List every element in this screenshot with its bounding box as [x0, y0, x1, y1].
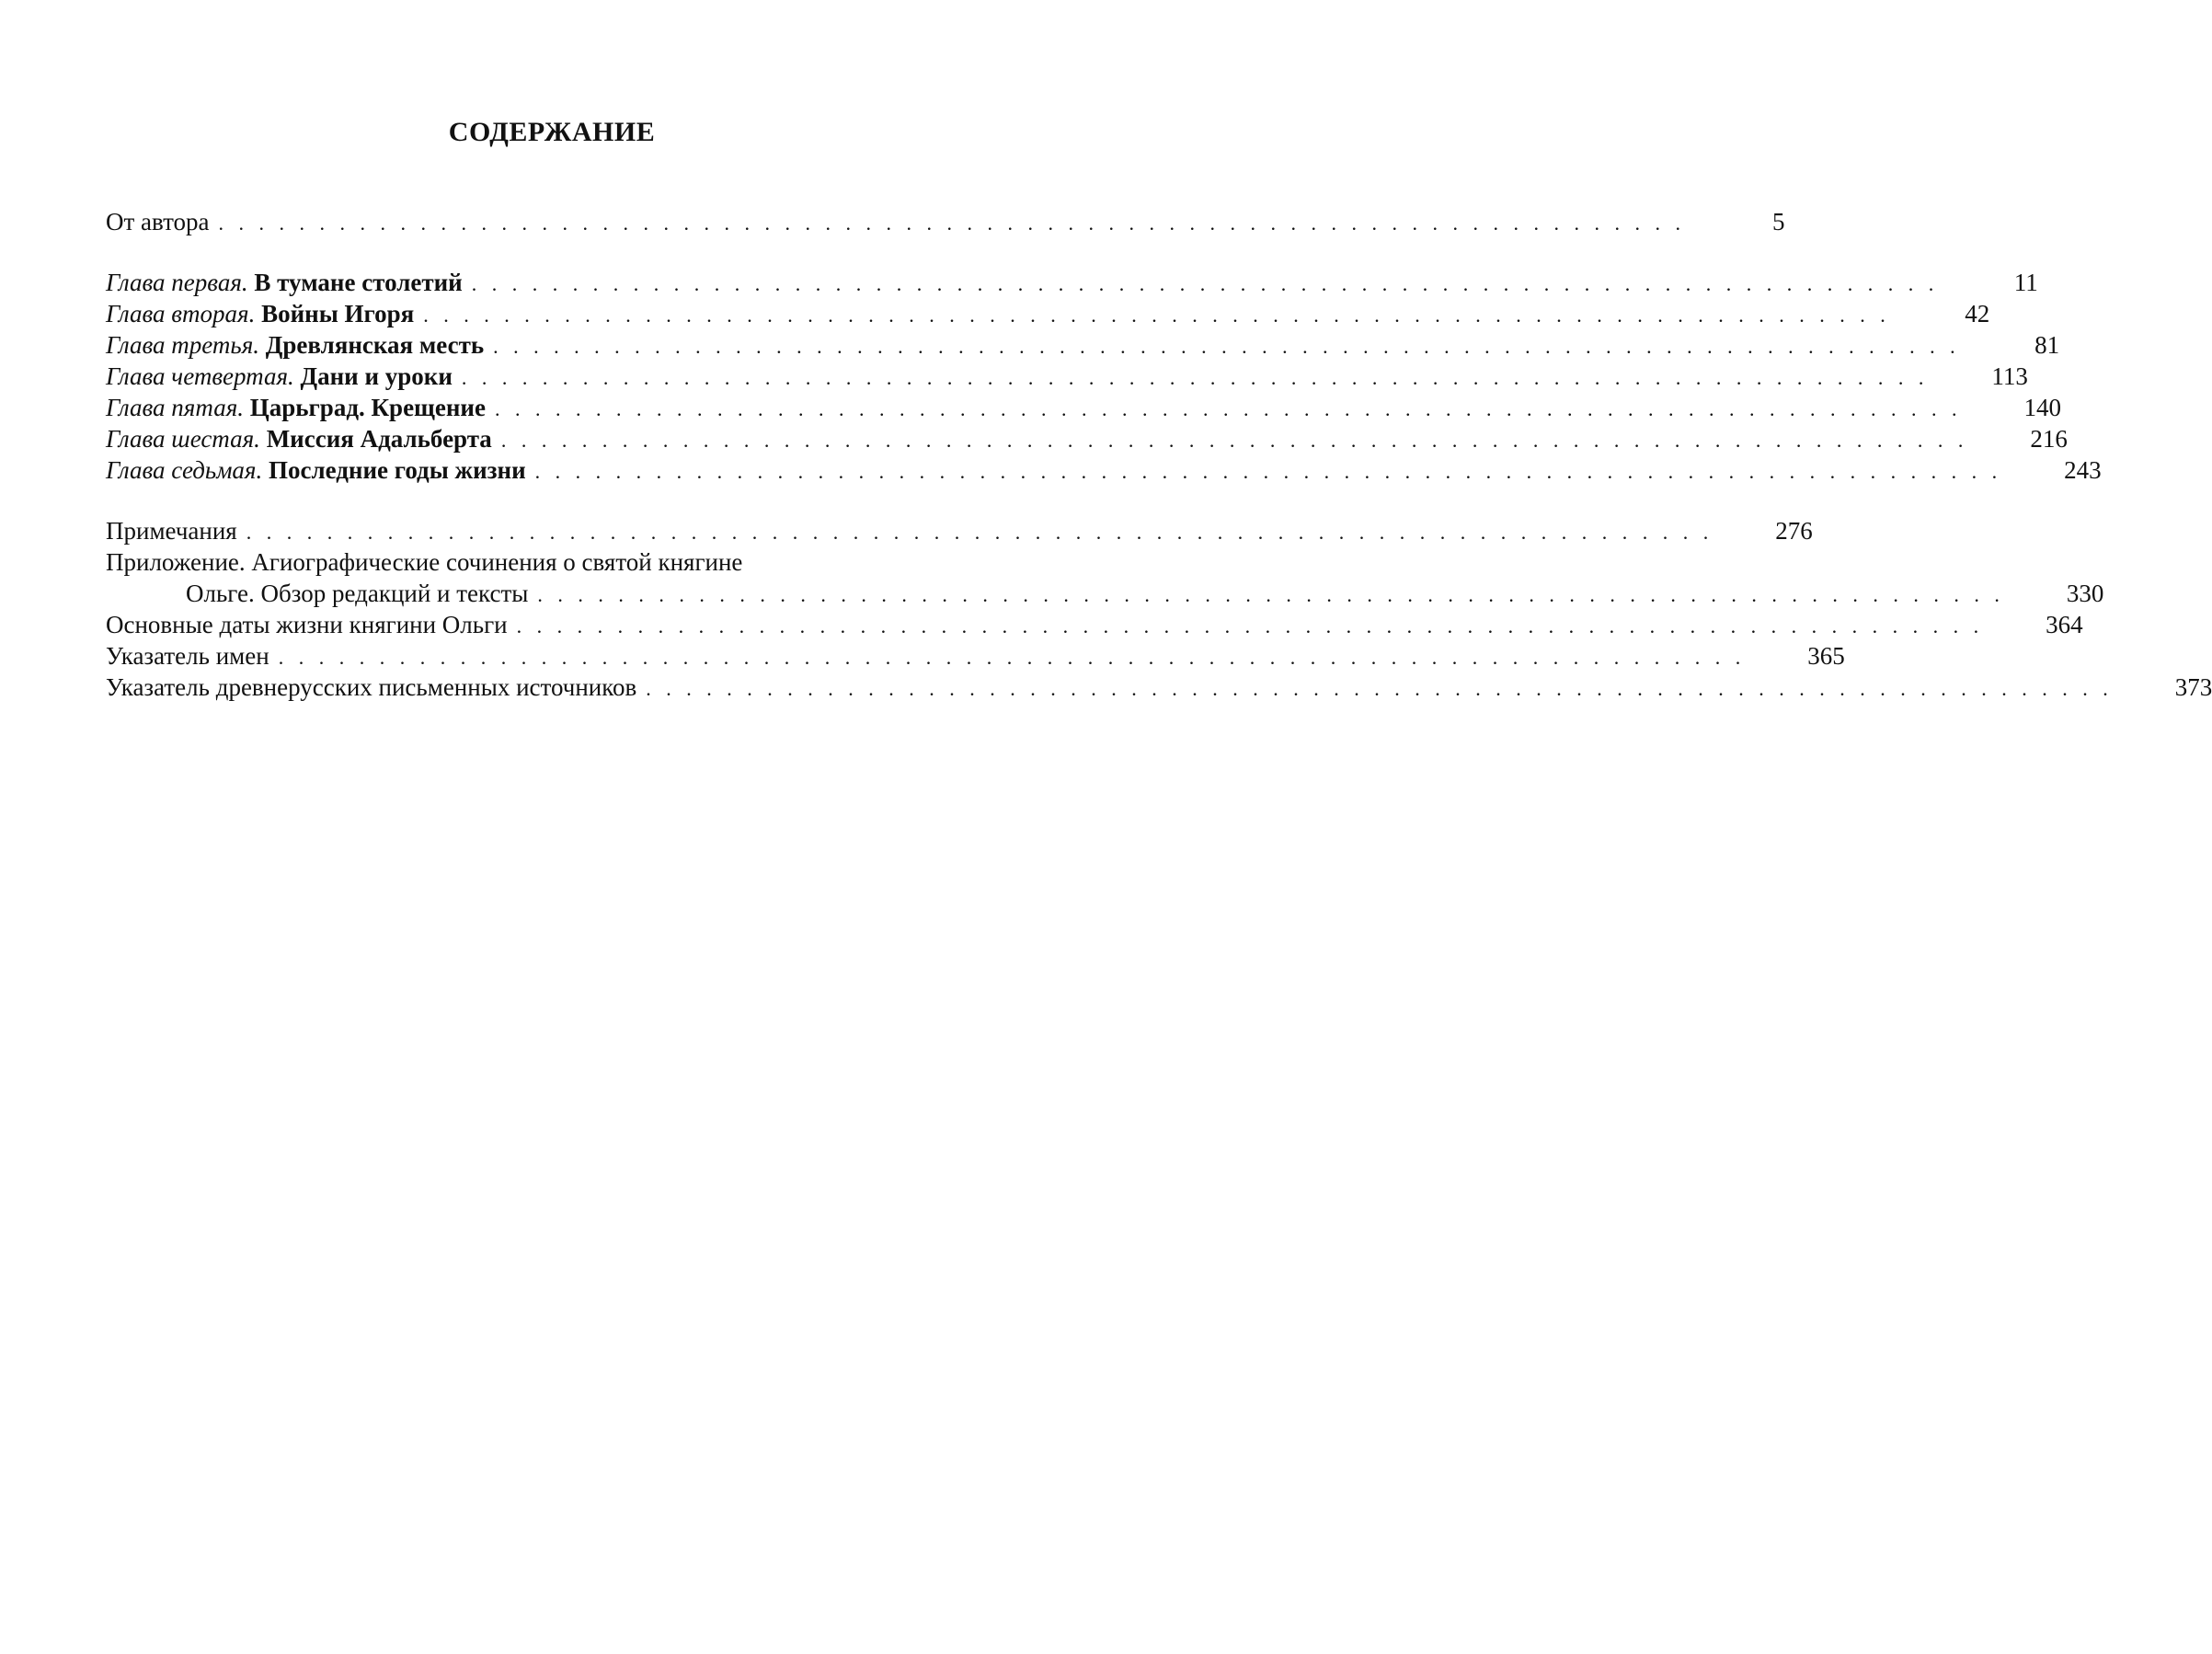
toc-page-number: 330 [2066, 580, 2104, 607]
leader-dots: . . . . . . . . . . . . . . . . . . . . . . . . . . . . . . . . . . . . . . . . . . . . . . . . . . . . . . . . . . . . . . . . . . . . . . . . . [218, 212, 1686, 235]
toc-entry-title-continued: Ольге. Обзор редакций и тексты [186, 580, 529, 607]
chapter-name: Дани и уроки [300, 362, 453, 390]
chapter-label: Глава седьмая. [106, 456, 263, 484]
toc-page-number: 81 [2034, 331, 2060, 359]
toc-entry-chapter-7[interactable] [106, 454, 2102, 486]
leader-dots: . . . . . . . . . . . . . . . . . . . . . . . . . . . . . . . . . . . . . . . . . . . . . . . . . . . . . . . . . . . . . . . . . . . . . . . . . [246, 521, 1713, 544]
chapter-name: Войны Игоря [261, 300, 415, 327]
toc-page-number: 11 [2013, 269, 2038, 296]
leader-dots: . . . . . . . . . . . . . . . . . . . . . . . . . . . . . . . . . . . . . . . . . . . . . . . . . . . . . . . . . . . . . . . . . . . . . . . . . [646, 677, 2114, 700]
page-title: СОДЕРЖАНИЕ [448, 117, 656, 147]
toc-entry-author-foreword[interactable] [106, 206, 1785, 237]
toc-entry-chapter-3[interactable] [106, 329, 2060, 361]
leader-dots: . . . . . . . . . . . . . . . . . . . . . . . . . . . . . . . . . . . . . . . . . . . . . . . . . . . . . . . . . . . . . . . . . . . . . . . . . [537, 583, 2005, 606]
chapter-label: Глава вторая. [106, 300, 256, 327]
toc-page-number: 216 [2030, 425, 2068, 453]
leader-dots: . . . . . . . . . . . . . . . . . . . . . . . . . . . . . . . . . . . . . . . . . . . . . . . . . . . . . . . . . . . . . . . . . . . . . . . . . [461, 366, 1929, 389]
toc-page-number: 42 [1965, 300, 1990, 327]
toc-entry-chapter-4[interactable] [106, 361, 2028, 392]
chapter-label: Глава шестая. [106, 425, 260, 453]
chapter-label: Глава третья. [106, 331, 260, 359]
toc-entry-chapter-6[interactable] [106, 423, 2068, 454]
toc-page-number: 140 [2023, 394, 2061, 421]
toc-page-number: 113 [1991, 362, 2028, 390]
chapter-name: Миссия Адальберта [266, 425, 492, 453]
toc-entry-appendix-line-2[interactable] [106, 578, 2104, 609]
toc-entry-appendix-line-1[interactable] [106, 546, 983, 578]
toc-entry-title: Указатель древнерусских письменных источников [106, 673, 637, 701]
chapter-name: Древлянская месть [265, 331, 485, 359]
toc-entry-title: От автора [106, 208, 210, 235]
leader-dots: . . . . . . . . . . . . . . . . . . . . . . . . . . . . . . . . . . . . . . . . . . . . . . . . . . . . . . . . . . . . . . . . . . . . . . . . . [423, 304, 1891, 327]
toc-entry-key-dates[interactable] [106, 609, 2083, 640]
toc-page-number: 373 [2174, 673, 2212, 701]
leader-dots: . . . . . . . . . . . . . . . . . . . . . . . . . . . . . . . . . . . . . . . . . . . . . . . . . . . . . . . . . . . . . . . . . . . . . . . . . [500, 429, 1968, 452]
chapter-label: Глава пятая. [106, 394, 244, 421]
chapter-label: Глава первая. [106, 269, 248, 296]
toc-entry-title: Примечания [106, 517, 237, 545]
toc-page-number: 276 [1775, 517, 1813, 545]
leader-dots: . . . . . . . . . . . . . . . . . . . . . . . . . . . . . . . . . . . . . . . . . . . . . . . . . . . . . . . . . . . . . . . . . . . . . . . . . [493, 335, 1961, 358]
leader-dots: . . . . . . . . . . . . . . . . . . . . . . . . . . . . . . . . . . . . . . . . . . . . . . . . . . . . . . . . . . . . . . . . . . . . . . . . . [516, 615, 1984, 637]
toc-page-number: 364 [2046, 611, 2083, 638]
toc-entry-title: Основные даты жизни княгини Ольги [106, 611, 508, 638]
leader-dots: . . . . . . . . . . . . . . . . . . . . . . . . . . . . . . . . . . . . . . . . . . . . . . . . . . . . . . . . . . . . . . . . . . . . . . . . . [494, 397, 1962, 420]
toc-entry-names-index[interactable] [106, 640, 1845, 672]
toc-entry-chapter-1[interactable] [106, 267, 2038, 298]
toc-entry-sources-index[interactable] [106, 672, 2212, 703]
toc-page-number: 365 [1807, 642, 1845, 670]
toc-entry-notes[interactable] [106, 515, 1813, 546]
toc-front-group [106, 206, 1785, 237]
leader-dots: . . . . . . . . . . . . . . . . . . . . . . . . . . . . . . . . . . . . . . . . . . . . . . . . . . . . . . . . . . . . . . . . . . . . . . . . . [471, 272, 1939, 295]
toc-entry-chapter-5[interactable] [106, 392, 2061, 423]
chapter-name: В тумане столетий [254, 269, 463, 296]
toc-page-number: 243 [2064, 456, 2102, 484]
toc-chapters-group [106, 267, 2102, 486]
table-of-contents [106, 206, 2212, 703]
toc-entry-title: Указатель имен [106, 642, 269, 670]
leader-dots: . . . . . . . . . . . . . . . . . . . . . . . . . . . . . . . . . . . . . . . . . . . . . . . . . . . . . . . . . . . . . . . . . . . . . . . . . [534, 460, 2002, 483]
toc-back-group [106, 515, 2212, 703]
toc-entry-title: Приложение. Агиографические сочинения о святой княгине [106, 548, 743, 576]
toc-entry-chapter-2[interactable] [106, 298, 1990, 329]
leader-dots: . . . . . . . . . . . . . . . . . . . . . . . . . . . . . . . . . . . . . . . . . . . . . . . . . . . . . . . . . . . . . . . . . . . . . . . . . [278, 646, 1746, 669]
chapter-name: Царьград. Крещение [249, 394, 486, 421]
chapter-label: Глава четвертая. [106, 362, 294, 390]
chapter-name: Последние годы жизни [268, 456, 526, 484]
toc-page-number: 5 [1772, 208, 1785, 235]
